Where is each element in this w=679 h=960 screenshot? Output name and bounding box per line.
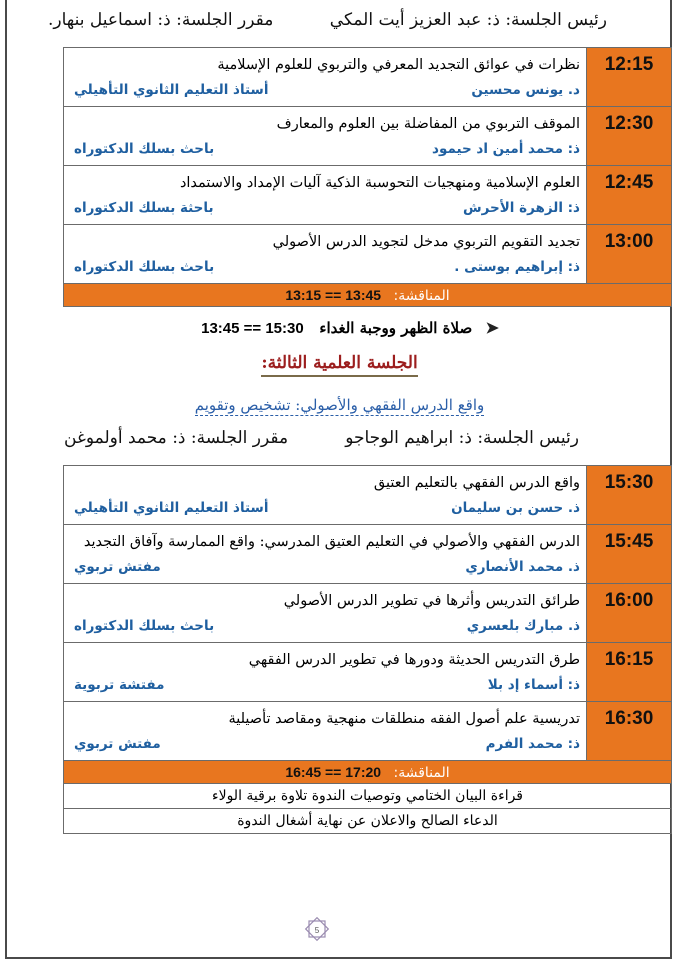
- session3-rapporteur: مقرر الجلسة: ذ: محمد أولموغن: [64, 428, 289, 448]
- talk-time: 12:45: [587, 166, 672, 225]
- discussion-times: 16:45 == 17:20: [285, 763, 382, 780]
- discussion-cell: [64, 284, 672, 307]
- talk-speaker: ذ: إبراهيم بوستى .: [454, 259, 580, 275]
- discussion-label: المناقشة:: [393, 287, 450, 304]
- talk-speaker: ذ. محمد الأنصاري: [465, 559, 580, 575]
- talk-speaker: ذ. حسن بن سليمان: [451, 500, 580, 516]
- talk-cell: [64, 466, 587, 525]
- talk-time: 12:15: [587, 48, 672, 107]
- discussion-cell: [64, 761, 672, 784]
- closing-statement: الدعاء الصالح والاعلان عن نهاية أشغال الندوة: [64, 809, 672, 834]
- talk-title: تدريسية علم أصول الفقه منطلقات منهجية ومقاصد تأصيلية: [228, 711, 580, 727]
- talk-role: باحثة بسلك الدكتوراه: [74, 200, 214, 216]
- talk-speaker: ذ. مبارك بلعسري: [466, 618, 580, 634]
- talk-title: طرائق التدريس وأثرها في تطوير الدرس الأصولي: [283, 593, 580, 609]
- arrow-bullet-icon: ➤: [485, 318, 499, 337]
- discussion-row: [64, 761, 672, 784]
- talk-time: 13:00: [587, 225, 672, 284]
- table-row: [64, 643, 672, 702]
- lunch-break-line: [90, 318, 610, 337]
- break-times: 13:45 == 15:30: [201, 320, 304, 337]
- session3-theme-text: واقع الدرس الفقهي والأصولي: تشخيص وتقويم: [194, 396, 485, 414]
- talk-title: الدرس الفقهي والأصولي في التعليم العتيق المدرسي: واقع الممارسة وآفاق التجديد: [83, 534, 580, 550]
- session2-chair: رئيس الجلسة: ذ: عبد العزيز أيت المكي: [329, 10, 607, 30]
- talk-cell: [64, 584, 587, 643]
- talk-cell: [64, 225, 587, 284]
- session3-theme: [0, 396, 679, 414]
- talk-title: العلوم الإسلامية ومنهجيات التحوسبة الذكية آليات الإمداد والاستمداد: [179, 175, 580, 191]
- table-row: [64, 702, 672, 761]
- closing-statement: قراءة البيان الختامي وتوصيات الندوة تلاوة برقية الولاء: [64, 784, 672, 809]
- discussion-label: المناقشة:: [393, 764, 450, 781]
- talk-cell: [64, 107, 587, 166]
- table-row: [64, 166, 672, 225]
- talk-cell: [64, 525, 587, 584]
- talk-title: الموقف التربوي من المفاضلة بين العلوم والمعارف: [276, 116, 580, 132]
- session2-rapporteur: مقرر الجلسة: ذ: اسماعيل بنهار.: [48, 10, 274, 30]
- page-number-ornament: [300, 916, 334, 946]
- talk-role: باحث بسلك الدكتوراه: [74, 259, 215, 275]
- talk-role: باحث بسلك الدكتوراه: [74, 141, 215, 157]
- closing-row: [64, 809, 672, 834]
- table-row: [64, 525, 672, 584]
- talk-role: مفتشة تربوية: [74, 677, 165, 693]
- table-row: [64, 48, 672, 107]
- talk-title: نظرات في عوائق التجديد المعرفي والتربوي للعلوم الإسلامية: [217, 57, 580, 73]
- talk-role: مفتش تربوي: [74, 736, 161, 752]
- discussion-times: 13:15 == 13:45: [285, 286, 382, 303]
- talk-cell: [64, 643, 587, 702]
- table-row: [64, 466, 672, 525]
- session3-title-text: الجلسة العلمية الثالثة:: [261, 353, 417, 377]
- talk-time: 16:30: [587, 702, 672, 761]
- session2-schedule-table: [63, 47, 672, 307]
- talk-cell: [64, 48, 587, 107]
- talk-title: واقع الدرس الفقهي بالتعليم العتيق: [373, 475, 580, 491]
- session3-schedule-table: [63, 465, 672, 834]
- talk-time: 15:45: [587, 525, 672, 584]
- talk-role: باحث بسلك الدكتوراه: [74, 618, 215, 634]
- talk-time: 16:15: [587, 643, 672, 702]
- table-row: [64, 584, 672, 643]
- closing-row: [64, 784, 672, 809]
- talk-cell: [64, 702, 587, 761]
- talk-speaker: ذ: أسماء إد بلا: [487, 677, 580, 693]
- talk-speaker: ذ: الزهرة الأحرش: [463, 200, 580, 216]
- talk-cell: [64, 166, 587, 225]
- talk-speaker: د. يونس محسين: [471, 82, 580, 98]
- talk-title: تجديد التقويم التربوي مدخل لتجويد الدرس الأصولي: [272, 234, 580, 250]
- talk-time: 16:00: [587, 584, 672, 643]
- talk-speaker: ذ: محمد أمين اد حيمود: [432, 141, 580, 157]
- page-number: 5: [314, 926, 320, 935]
- talk-role: مفتش تربوي: [74, 559, 161, 575]
- talk-time: 12:30: [587, 107, 672, 166]
- talk-speaker: ذ: محمد الفرم: [485, 736, 580, 752]
- talk-title: طرق التدريس الحديثة ودورها في تطوير الدرس الفقهي: [248, 652, 580, 668]
- break-text: صلاة الظهر ووجبة الغداء: [319, 319, 473, 337]
- session3-chair: رئيس الجلسة: ذ: ابراهيم الوجاجو: [345, 428, 579, 448]
- table-row: [64, 107, 672, 166]
- session3-title: [0, 353, 679, 373]
- table-row: [64, 225, 672, 284]
- discussion-row: [64, 284, 672, 307]
- talk-time: 15:30: [587, 466, 672, 525]
- talk-role: أستاذ التعليم الثانوي التأهيلي: [74, 82, 269, 98]
- talk-role: أستاذ التعليم الثانوي التأهيلي: [74, 500, 269, 516]
